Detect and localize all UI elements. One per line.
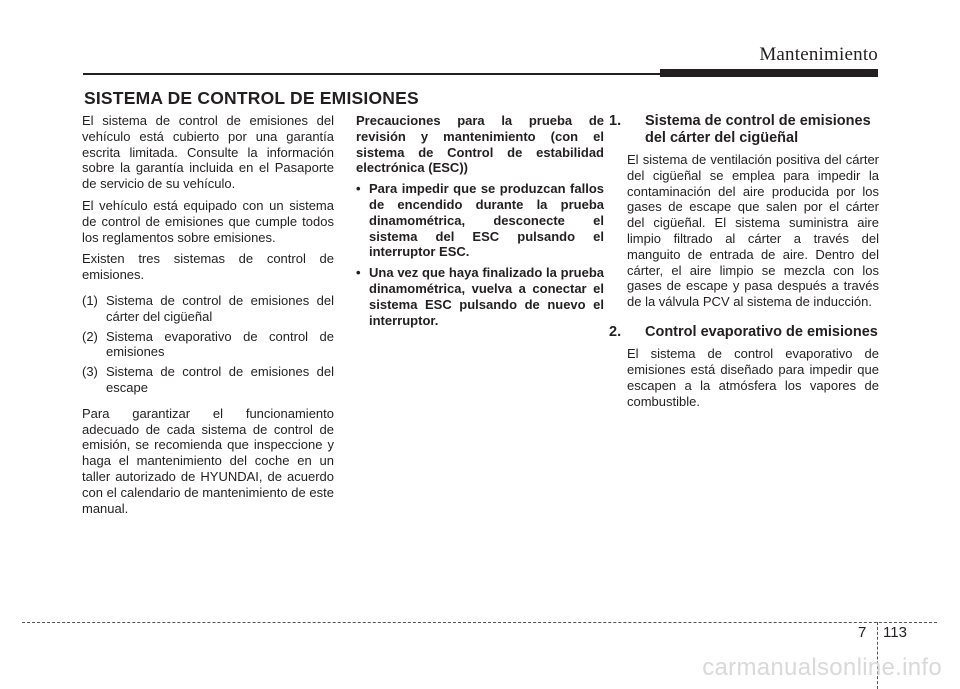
header-rule-thick [660, 69, 878, 77]
paragraph: El sistema de control de emisiones del vehículo está cubierto por una garantía escrita limitada. Consulte la información sobre la garantía incluida en el Pasaporte de servicio de su vehículo. [82, 113, 334, 192]
chapter-number: 7 [858, 624, 867, 641]
bullet-item [356, 265, 604, 328]
list-item [82, 293, 334, 325]
list-item [82, 364, 334, 396]
subsection-number: 1. [609, 113, 622, 129]
list-item-number: (2) [82, 328, 98, 344]
subsection-title: Sistema de control de emisiones del cárter del cigüeñal [645, 113, 871, 146]
precautions-heading: Precauciones para la prueba de revisión y mantenimiento (con el sistema de Control de estabilidad electrónica (ESC)) [356, 113, 604, 176]
column-left [82, 113, 334, 522]
subsection-number: 2. [609, 323, 622, 340]
bullet-icon: • [356, 181, 361, 197]
list-item-text: Sistema de control de emisiones del cárter del cigüeñal [106, 292, 334, 324]
paragraph: Existen tres sistemas de control de emisiones. [82, 251, 334, 283]
bullet-text: Para impedir que se produzcan fallos de encendido durante la prueba dinamométrica, desconecte el sistema del ESC pulsando el interruptor ESC. [369, 181, 604, 260]
bullet-icon: • [356, 265, 361, 281]
footer-dashed-rule [22, 622, 937, 623]
emission-systems-list [82, 293, 334, 396]
watermark: carmanualsonline.info [702, 654, 942, 681]
subsection-heading [609, 113, 879, 146]
paragraph: Para garantizar el funcionamiento adecuado de cada sistema de control de emisión, se recomienda que inspeccione y haga el mantenimiento del coche en un taller autorizado de HYUNDAI, de acuerdo con el calendario de mantenimiento de este manual. [82, 405, 334, 516]
list-item [82, 329, 334, 361]
running-header-title: Mantenimiento [759, 44, 878, 65]
list-item-number: (3) [82, 364, 98, 380]
subsection-heading [609, 323, 879, 341]
paragraph: El sistema de control evaporativo de emisiones está diseñado para impedir que escapen a la atmósfera los vapores de combustible. [627, 346, 879, 409]
header-rule-thin [83, 73, 663, 75]
list-item-text: Sistema de control de emisiones del escape [106, 364, 334, 395]
column-right [609, 113, 879, 416]
paragraph: El vehículo está equipado con un sistema de control de emisiones que cumple todos los reglamentos sobre emisiones. [82, 197, 334, 245]
bullet-item [356, 181, 604, 260]
page-number: 113 [883, 624, 907, 641]
list-item-number: (1) [82, 292, 98, 308]
bullet-text: Una vez que haya finalizado la prueba dinamométrica, vuelva a conectar el sistema ESC pulsando de nuevo el interruptor. [369, 265, 604, 328]
column-middle [356, 113, 604, 328]
paragraph: El sistema de ventilación positiva del cárter del cigüeñal se emplea para impedir la contaminación del aire producida por los gases de escape que salen por el cárter del cigüeñal. El sistema suministra aire limpio filtrado al cárter a través del manguito de entrada de aire. Dentro del cárter, el aire limpio se mezcla con los gases de escape y pasa después a través de la válvula PCV al sistema de inducción. [627, 152, 879, 310]
list-item-text: Sistema evaporativo de control de emisiones [106, 328, 334, 360]
section-title: SISTEMA DE CONTROL DE EMISIONES [84, 88, 419, 108]
subsection-title: Control evaporativo de emisiones [645, 323, 878, 340]
